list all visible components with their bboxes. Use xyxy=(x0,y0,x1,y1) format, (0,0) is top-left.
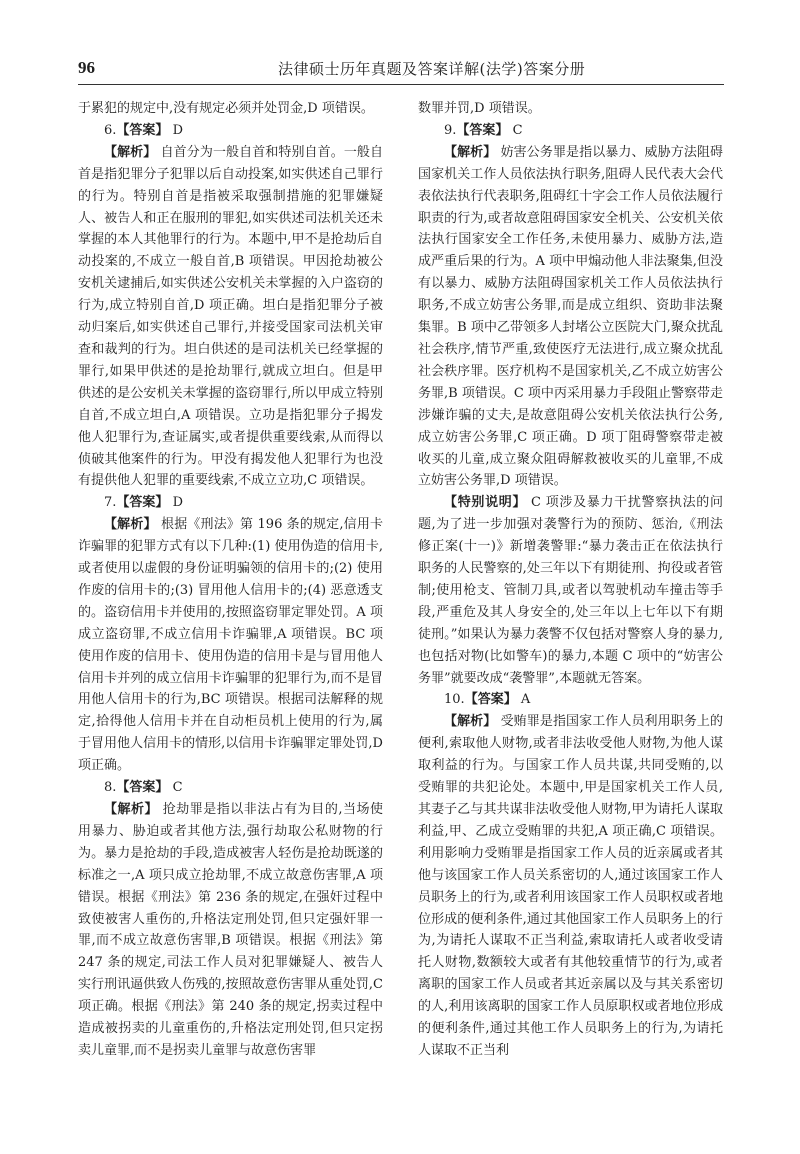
paragraph xyxy=(418,98,723,120)
paragraph xyxy=(418,689,723,711)
paragraph-text: 于累犯的规定中,没有规定必须并处罚金,D 项错误。 xyxy=(78,101,374,116)
section-label: 【特别说明】 xyxy=(444,495,527,511)
paragraph xyxy=(418,142,723,493)
section-label: 【答案】 xyxy=(116,122,169,138)
answer-value: D xyxy=(172,122,183,138)
item-number: 8. xyxy=(104,780,117,796)
page-number: 96 xyxy=(78,58,95,77)
section-label: 【解析】 xyxy=(444,714,497,730)
paragraph xyxy=(78,142,383,493)
item-number: 9. xyxy=(444,122,457,138)
item-number: 10. xyxy=(444,692,465,708)
paragraph-text: 抢劫罪是指以非法占有为目的,当场使用暴力、胁迫或者其他方法,强行劫取公私财物的行为。暴力是抢劫的手段,造成被害人轻伤是抢劫既遂的标准之一,A 项只成立抢劫罪,不成立故意伤害罪,A 项错误。根据《刑法》第 236 条的规定,在强奸过程中致使被害人重伤的,升格法定刑处罚,但只定强奸罪一罪,而不成立故意伤害罪,B 项错误。根据《刑法》第 247 条的规定,司法工作人员对犯罪嫌疑人、被告人实行刑讯逼供致人伤残的,按照故意伤害罪从重处罚,C 项正确。根据《刑法》第 240 条的规定,拐卖过程中造成被拐卖的儿童重伤的,升格法定刑处罚,但只定拐卖儿童罪,而不是拐卖儿童罪与故意伤害罪 xyxy=(78,802,383,1058)
paragraph xyxy=(78,514,383,777)
section-label: 【解析】 xyxy=(444,144,497,160)
section-label: 【答案】 xyxy=(116,495,169,511)
section-label: 【答案】 xyxy=(456,122,509,138)
paragraph xyxy=(78,492,383,514)
paragraph xyxy=(78,777,383,799)
section-label: 【解析】 xyxy=(104,144,157,160)
paragraph-text: 妨害公务罪是指以暴力、威胁方法阻碍国家机关工作人员依法执行职务,阻碍人民代表大会代表依法执行代表职务,阻碍红十字会工作人员依法履行职责的行为,或者故意阻碍国家安全机关、公安机关依法执行国家安全工作任务,未使用暴力、威胁方法,造成严重后果的行为。A 项中甲煽动他人非法聚集,但没有以暴力、威胁方法阻碍国家机关工作人员依法执行职务,不成立妨害公务罪,而是成立组织、资助非法聚集罪。B 项中乙带领多人封堵公立医院大门,聚众扰乱社会秩序,情节严重,致使医疗无法进行,成立聚众扰乱社会秩序罪。医疗机构不是国家机关,乙不成立妨害公务罪,B 项错误。C 项中丙采用暴力手段阻止警察带走涉嫌诈骗的丈夫,是故意阻碍公安机关依法执行公务,成立妨害公务罪,C 项正确。D 项丁阻碍警察带走被收买的儿童,成立聚众阻碍解救被收买的儿童罪,不成立妨害公务罪,D 项错误。 xyxy=(418,144,723,489)
right-column xyxy=(418,98,723,1062)
item-number: 6. xyxy=(104,122,117,138)
paragraph xyxy=(418,120,723,142)
paragraph xyxy=(418,492,723,689)
paragraph-text: 自首分为一般自首和特别自首。一般自首是指犯罪分子犯罪以后自动投案,如实供述自己罪行的行为。特别自首是指被采取强制措施的犯罪嫌疑人、被告人和正在服刑的罪犯,如实供述司法机关还未掌握的本人其他罪行的行为。本题中,甲不是抢劫后自动投案的,不成立一般自首,B 项错误。甲因抢劫被公安机关逮捕后,如实供述公安机关未掌握的入户盗窃的行为,成立特别自首,D 项正确。坦白是指犯罪分子被动归案后,如实供述自己罪行,并接受国家司法机关审查和裁判的行为。坦白供述的是司法机关已经掌握的罪行,如果甲供述的是抢劫罪行,就成立坦白。但是甲供述的是公安机关未掌握的盗窃罪行,所以甲成立特别自首,不成立坦白,A 项错误。立功是指犯罪分子揭发他人犯罪行为,查证属实,或者提供重要线索,从而得以侦破其他案件的行为。甲没有揭发他人犯罪行为也没有提供他人犯罪的重要线索,不成立立功,C 项错误。 xyxy=(78,144,383,489)
answer-value: C xyxy=(512,122,523,138)
paragraph-text: 数罪并罚,D 项错误。 xyxy=(418,101,541,116)
paragraph-text: 根据《刑法》第 196 条的规定,信用卡诈骗罪的犯罪方式有以下几种:(1) 使用伪造的信用卡,或者使用以虚假的身份证明骗领的信用卡的;(2) 使用作废的信用卡的;(3) 冒用他人信用卡的;(4) 恶意透支的。盗窃信用卡并使用的,按照盗窃罪定罪处罚。A 项成立盗窃罪,不成立信用卡诈骗罪,A 项错误。BC 项使用作废的信用卡、使用伪造的信用卡是与冒用他人信用卡并列的成立信用卡诈骗罪的犯罪行为,而不是冒用他人信用卡的行为,BC 项错误。根据司法解释的规定,拾得他人信用卡并在自动柜员机上使用的行为,属于冒用他人信用卡的情形,以信用卡诈骗罪定罪处罚,D 项正确。 xyxy=(78,517,383,774)
section-label: 【答案】 xyxy=(464,692,517,708)
item-number: 7. xyxy=(104,495,117,511)
left-column xyxy=(78,98,383,1062)
running-title: 法律硕士历年真题及答案详解(法学)答案分册 xyxy=(278,60,586,78)
answer-value: D xyxy=(172,495,183,511)
paragraph xyxy=(78,120,383,142)
answer-value: C xyxy=(172,780,183,796)
paragraph xyxy=(418,711,723,1062)
paragraph-text: C 项涉及暴力干扰警察执法的问题,为了进一步加强对袭警行为的预防、惩治,《刑法修正案(十一)》新增袭警罪:“暴力袭击正在依法执行职务的人民警察的,处三年以下有期徒刑、拘役或者管制;使用枪支、管制刀具,或者以驾驶机动车撞击等手段,严重危及其人身安全的,处三年以上七年以下有期徒刑。”如果认为暴力袭警不仅包括对警察人身的暴力,也包括对物(比如警车)的暴力,本题 C 项中的“妨害公务罪”就要改成“袭警罪”,本题就无答案。 xyxy=(418,495,723,686)
section-label: 【解析】 xyxy=(104,517,157,533)
paragraph-text: 受贿罪是指国家工作人员利用职务上的便利,索取他人财物,或者非法收受他人财物,为他人谋取利益的行为。与国家工作人员共谋,共同受贿的,以受贿罪的共犯论处。本题中,甲是国家机关工作人员,其妻子乙与其共谋非法收受他人财物,甲为请托人谋取利益,甲、乙成立受贿罪的共犯,A 项正确,C 项错误。利用影响力受贿罪是指国家工作人员的近亲属或者其他与该国家工作人员关系密切的人,通过该国家工作人员职务上的行为,或者利用该国家工作人员职权或者地位形成的便利条件,通过其他国家工作人员职务上的行为,为请托人谋取不正当利益,索取请托人或者收受请托人财物,数额较大或者有其他较重情节的行为,或者离职的国家工作人员或者其近亲属以及与其关系密切的人,利用该离职的国家工作人员原职权或者地位形成的便利条件,通过其他工作人员职务上的行为,为请托人谋取不正当利 xyxy=(418,714,723,1058)
section-label: 【解析】 xyxy=(104,802,159,817)
running-header xyxy=(78,56,724,85)
paragraph xyxy=(78,98,383,120)
paragraph xyxy=(78,799,383,1062)
section-label: 【答案】 xyxy=(116,780,169,796)
answer-value: A xyxy=(520,692,531,708)
